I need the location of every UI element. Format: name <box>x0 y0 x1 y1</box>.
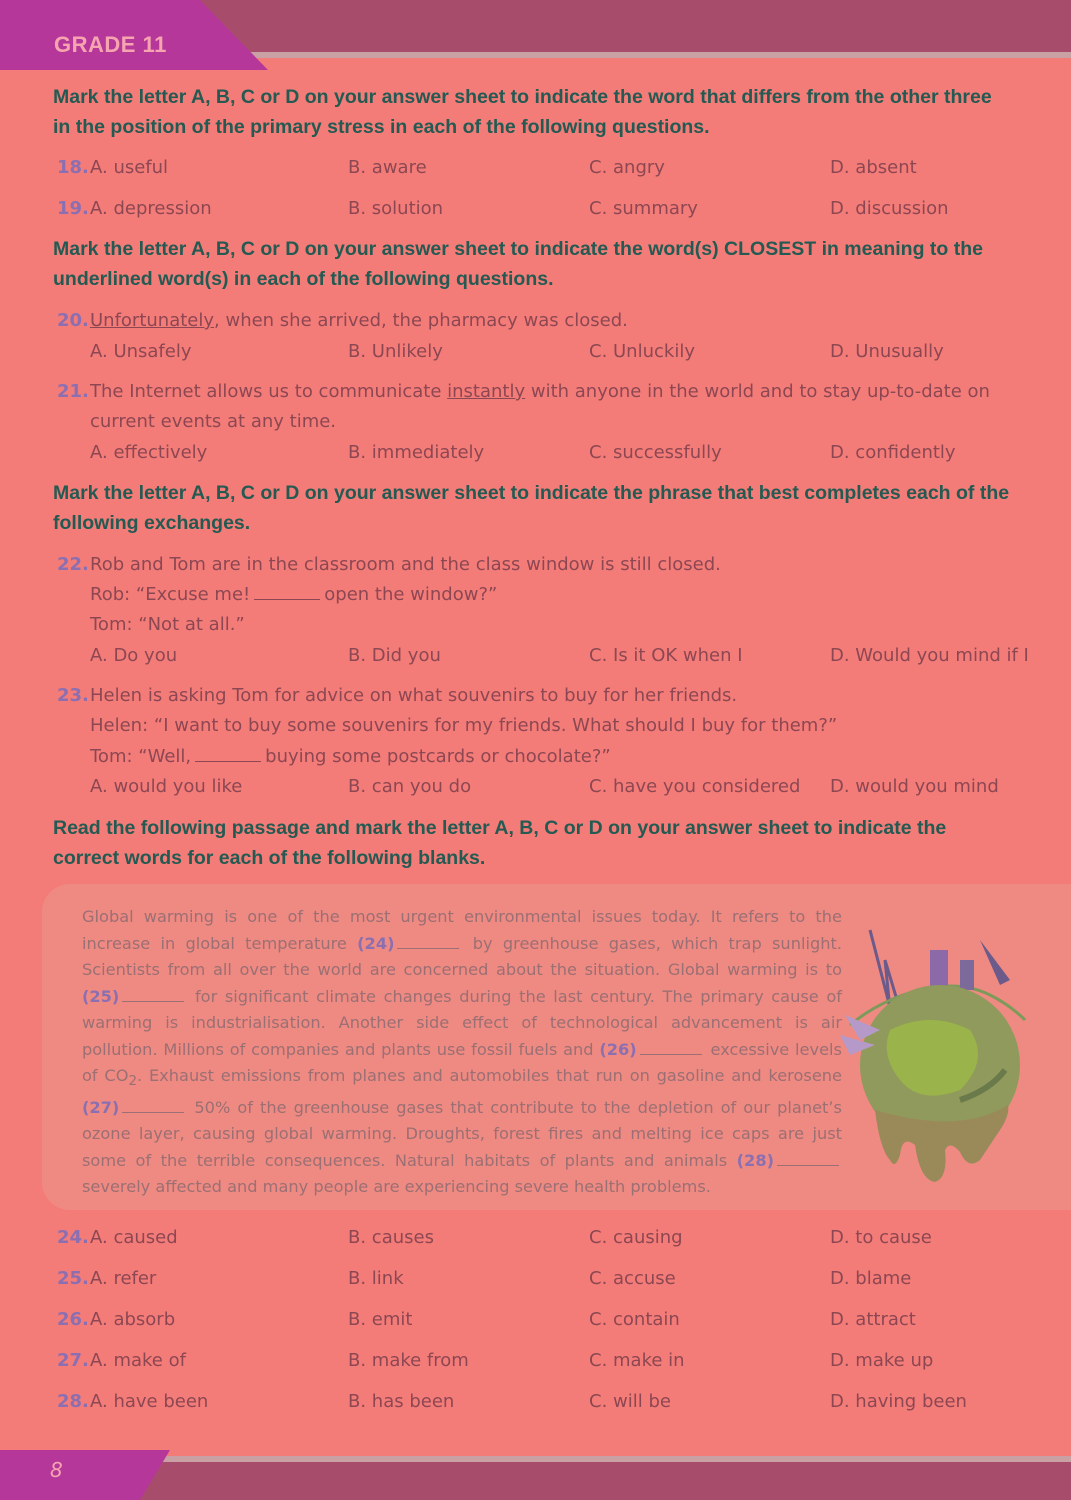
page-number-tab <box>0 1450 170 1500</box>
melting-earth-illustration <box>840 920 1040 1190</box>
dialogue-tom-post: buying some postcards or chocolate?” <box>265 746 611 767</box>
subscript: 2 <box>128 1073 138 1090</box>
option-d[interactable]: D. blame <box>830 1268 912 1289</box>
dialogue-rob <box>90 581 497 609</box>
question-text: Helen is asking Tom for advice on what souvenirs to buy for her friends. <box>90 685 738 706</box>
option-d[interactable]: D. make up <box>830 1350 934 1371</box>
question-number: 20. <box>57 310 89 331</box>
passage-blank <box>777 1150 839 1166</box>
option-b[interactable]: B. Did you <box>348 645 441 666</box>
option-d[interactable]: D. confidently <box>830 442 956 463</box>
question-text-line2: current events at any time. <box>90 411 337 432</box>
passage-blank <box>640 1039 702 1055</box>
question-text <box>90 378 990 406</box>
dialogue-tom-pre: Tom: “Well, <box>90 746 192 767</box>
option-d[interactable]: D. to cause <box>830 1227 932 1248</box>
option-a[interactable]: A. useful <box>90 157 169 178</box>
option-d[interactable]: D. absent <box>830 157 917 178</box>
blank-number-28: (28) <box>736 1150 774 1170</box>
option-b[interactable]: B. aware <box>348 157 427 178</box>
passage-text: Global warming is one of the most urgent environmental issues today. It refers to the increase in global temperature <box>82 907 842 953</box>
dialogue-tom <box>90 743 611 771</box>
option-b[interactable]: B. solution <box>348 198 444 219</box>
question-number: 21. <box>57 381 89 402</box>
option-b[interactable]: B. has been <box>348 1391 455 1412</box>
option-a[interactable]: A. absorb <box>90 1309 176 1330</box>
passage-blank <box>397 933 459 949</box>
footer-bar <box>0 1462 1071 1500</box>
section-instruction-passage: Read the following passage and mark the letter A, B, C or D on your answer sheet to indicate the correct words for each of the following blanks. <box>53 817 947 869</box>
dialogue-rob-post: open the window?” <box>324 584 498 605</box>
option-c[interactable]: C. causing <box>589 1227 683 1248</box>
option-d[interactable]: D. would you mind <box>830 776 999 797</box>
option-c[interactable]: C. Is it OK when I <box>589 645 743 666</box>
page-number: 8 <box>50 1458 63 1482</box>
underlined-word: Unfortunately <box>90 310 215 331</box>
question-number: 25. <box>57 1268 89 1289</box>
blank-number-26: (26) <box>599 1039 637 1059</box>
option-b[interactable]: B. make from <box>348 1350 469 1371</box>
option-c[interactable]: C. successfully <box>589 442 722 463</box>
passage-text: by greenhouse gases, which trap sunlight. Scientists from all over the world are concerned about the situation. Global warming is to <box>82 933 842 979</box>
blank-number-25: (25) <box>82 986 120 1006</box>
melting-earth-icon <box>840 920 1040 1190</box>
question-text-rest: , when she arrived, the pharmacy was closed. <box>214 310 628 331</box>
option-c[interactable]: C. summary <box>589 198 698 219</box>
option-a[interactable]: A. caused <box>90 1227 178 1248</box>
answer-blank <box>195 743 261 762</box>
passage-text: for significant climate changes during the last century. The primary cause of warming is industrialisation. Another side effect of technological advancement is air pollution. Millions of companies and plants use fossil fuels and <box>82 986 842 1059</box>
option-b[interactable]: B. causes <box>348 1227 434 1248</box>
option-a[interactable]: A. would you like <box>90 776 243 797</box>
option-a[interactable]: A. refer <box>90 1268 157 1289</box>
dialogue-helen: Helen: “I want to buy some souvenirs for my friends. What should I buy for them?” <box>90 715 838 736</box>
grade-label: GRADE 11 <box>54 32 167 57</box>
option-c[interactable]: C. Unluckily <box>589 341 695 362</box>
underlined-word: instantly <box>447 381 526 402</box>
option-d[interactable]: D. discussion <box>830 198 949 219</box>
passage-blank <box>122 986 184 1002</box>
question-text-pre: The Internet allows us to communicate <box>90 381 448 402</box>
question-number: 23. <box>57 685 89 706</box>
option-d[interactable]: D. Would you mind if I <box>830 645 1029 666</box>
passage-text: excessive levels of CO <box>82 1039 842 1085</box>
question-number: 28. <box>57 1391 89 1412</box>
option-b[interactable]: B. can you do <box>348 776 472 797</box>
option-c[interactable]: C. accuse <box>589 1268 676 1289</box>
option-a[interactable]: A. Do you <box>90 645 178 666</box>
question-number: 22. <box>57 554 89 575</box>
option-c[interactable]: C. make in <box>589 1350 685 1371</box>
question-number: 26. <box>57 1309 89 1330</box>
section-instruction-closest: Mark the letter A, B, C or D on your answer sheet to indicate the word(s) CLOSEST in meaning to the underlined word(s) in each of the following questions. <box>53 238 983 290</box>
question-text: Rob and Tom are in the classroom and the class window is still closed. <box>90 554 721 575</box>
blank-number-24: (24) <box>357 933 395 953</box>
option-a[interactable]: A. make of <box>90 1350 186 1371</box>
section-instruction-stress: Mark the letter A, B, C or D on your answer sheet to indicate the word that differs from the other three in the position of the primary stress in each of the following questions. <box>53 86 992 138</box>
reading-passage <box>82 904 842 1201</box>
question-text <box>90 307 628 335</box>
option-d[interactable]: D. attract <box>830 1309 916 1330</box>
option-b[interactable]: B. link <box>348 1268 404 1289</box>
option-c[interactable]: C. contain <box>589 1309 680 1330</box>
passage-blank <box>122 1097 184 1113</box>
option-b[interactable]: B. Unlikely <box>348 341 443 362</box>
option-c[interactable]: C. will be <box>589 1391 671 1412</box>
option-a[interactable]: A. have been <box>90 1391 209 1412</box>
dialogue-tom: Tom: “Not at all.” <box>90 614 245 635</box>
blank-number-27: (27) <box>82 1097 120 1117</box>
option-a[interactable]: A. Unsafely <box>90 341 192 362</box>
question-number: 18. <box>57 157 89 178</box>
question-number: 24. <box>57 1227 89 1248</box>
option-c[interactable]: C. have you considered <box>589 776 801 797</box>
option-c[interactable]: C. angry <box>589 157 665 178</box>
option-d[interactable]: D. having been <box>830 1391 967 1412</box>
question-number: 27. <box>57 1350 89 1371</box>
passage-text: . Exhaust emissions from planes and automobiles that run on gasoline and kerosene <box>137 1066 842 1085</box>
passage-text: 50% of the greenhouse gases that contribute to the depletion of our planet’s ozone layer, causing global warming. Droughts, forest fires and melting ice caps are just some of the terrible consequences. Natural habitats of plants and animals <box>82 1097 842 1170</box>
option-d[interactable]: D. Unusually <box>830 341 944 362</box>
option-b[interactable]: B. emit <box>348 1309 413 1330</box>
option-b[interactable]: B. immediately <box>348 442 485 463</box>
answer-blank <box>254 581 320 600</box>
section-instruction-exchanges: Mark the letter A, B, C or D on your answer sheet to indicate the phrase that best completes each of the following exchanges. <box>53 482 1010 534</box>
dialogue-rob-pre: Rob: “Excuse me! <box>90 584 251 605</box>
question-number: 19. <box>57 198 89 219</box>
option-a[interactable]: A. effectively <box>90 442 208 463</box>
question-text-post: with anyone in the world and to stay up-to-date on <box>525 381 990 402</box>
passage-text: severely affected and many people are experiencing severe health problems. <box>82 1177 711 1197</box>
option-a[interactable]: A. depression <box>90 198 212 219</box>
